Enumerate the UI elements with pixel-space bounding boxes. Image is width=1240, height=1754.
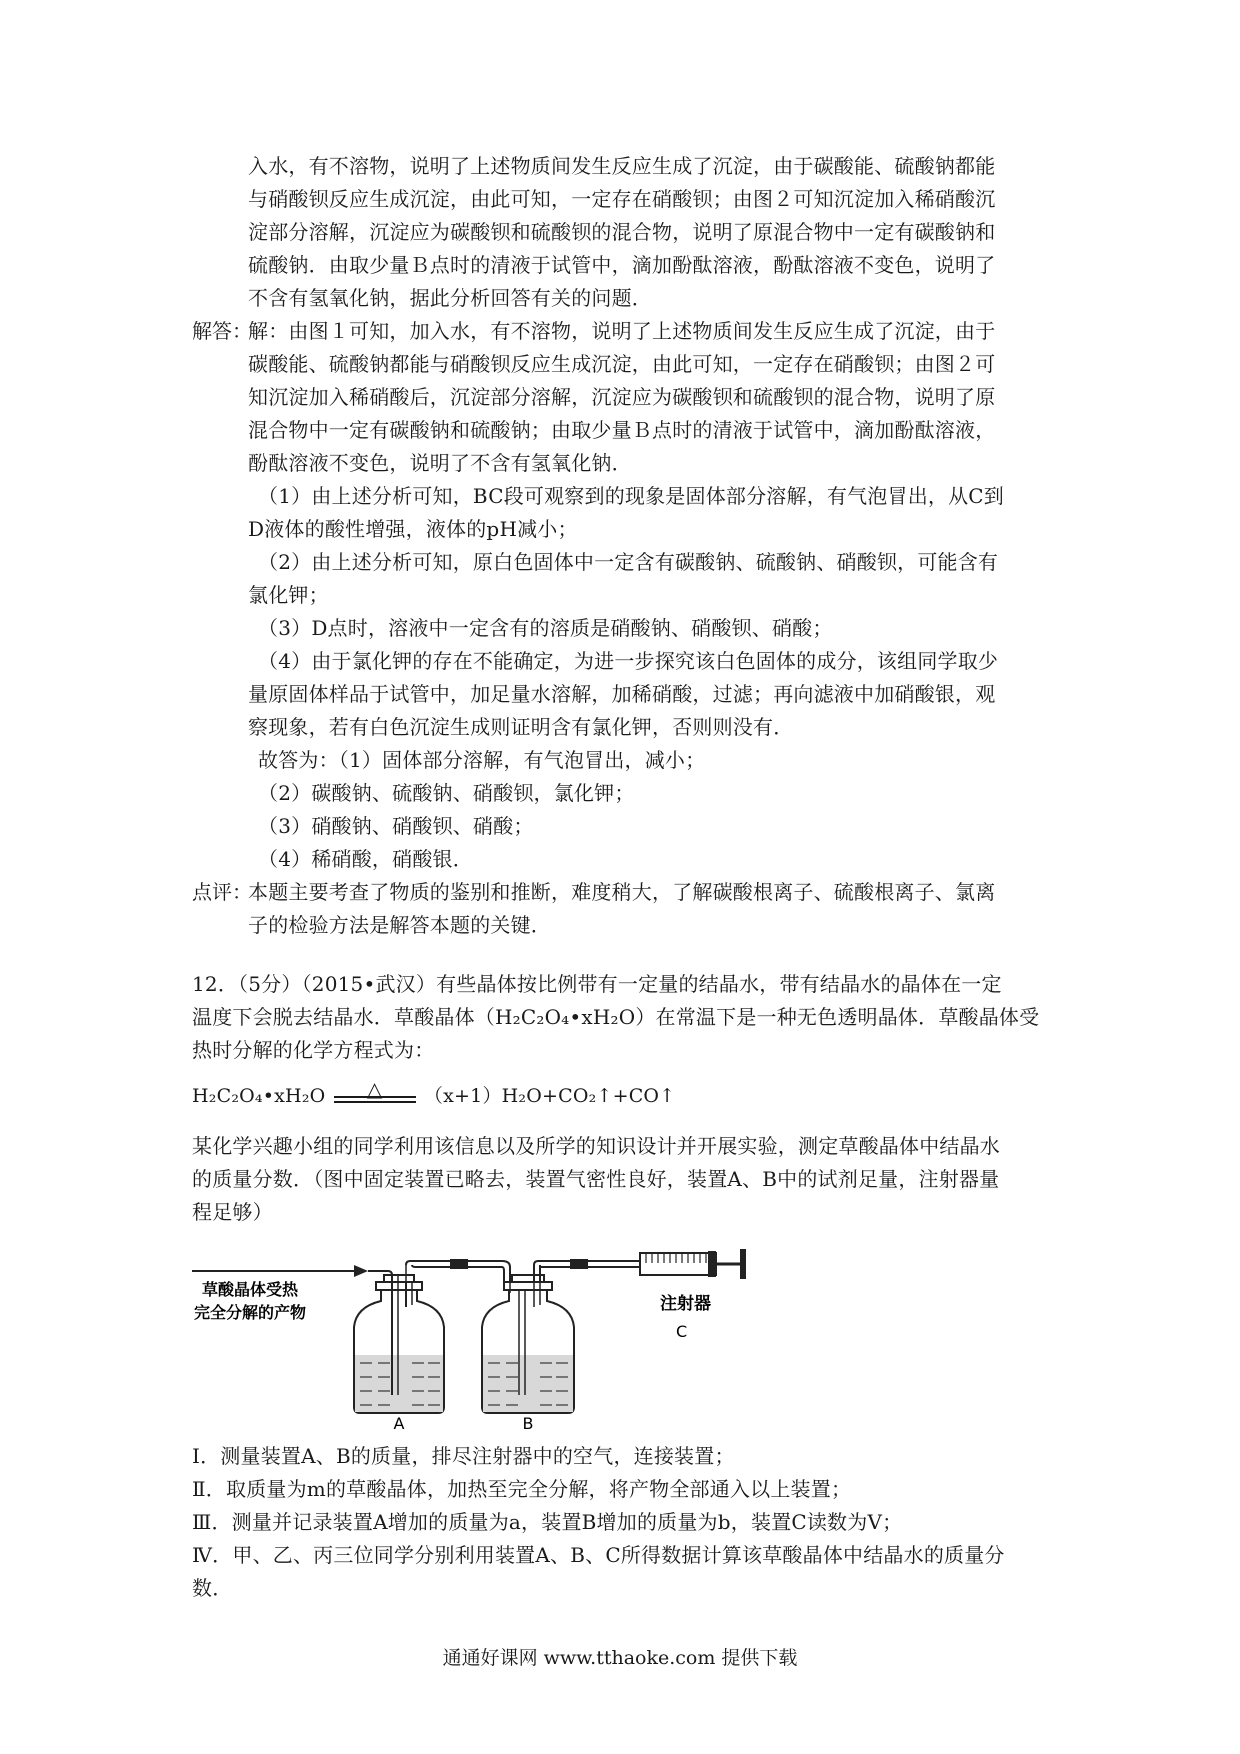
answer-sub-line: （1）由上述分析可知，BC段可观察到的现象是固体部分溶解，有气泡冒出，从C到 [258, 484, 1004, 508]
answer-sub-line: （2）由上述分析可知，原白色固体中一定含有碳酸钠、硫酸钠、硝酸钡，可能含有 [258, 550, 999, 574]
step-line: Ⅱ．取质量为m的草酸晶体，加热至完全分解，将产物全部通入以上装置； [192, 1477, 852, 1501]
heat-symbol: △ [366, 1077, 383, 1101]
comment-line: 子的检验方法是解答本题的关键． [248, 913, 551, 937]
answer-sub-line: 量原固体样品于试管中，加足量水溶解，加稀硝酸，过滤；再向滤液中加硝酸银，观 [248, 682, 996, 706]
equation-arrow [332, 1077, 418, 1107]
analysis-line: 不含有氢氧化钠，据此分析回答有关的问题． [248, 286, 652, 310]
source-label-line1: 草酸晶体受热 [201, 1280, 299, 1299]
step-line: Ⅳ．甲、乙、丙三位同学分别利用装置A、B、C所得数据计算该草酸晶体中结晶水的质量分 [192, 1543, 1005, 1567]
apparatus-diagram [188, 1235, 768, 1429]
comment-label: 点评： [192, 880, 252, 904]
answer-sub-line: D液体的酸性增强，液体的pH减小； [248, 517, 578, 541]
answer-label: 解答： [192, 319, 252, 343]
analysis-line: 硫酸钠．由取少量Ｂ点时的清液于试管中，滴加酚酞溶液，酚酞溶液不变色，说明了 [248, 253, 996, 277]
equation-left: H₂C₂O₄•xH₂O [192, 1085, 326, 1107]
question-line: 热时分解的化学方程式为： [192, 1038, 435, 1062]
source-label-line2: 完全分解的产物 [193, 1303, 307, 1322]
step-line: Ⅰ．测量装置A、B的质量，排尽注射器中的空气，连接装置； [192, 1444, 735, 1468]
bottle-a [354, 1261, 444, 1413]
question-line: 12．（5分）（2015•武汉）有些晶体按比例带有一定量的结晶水，带有结晶水的晶体在一定 [192, 972, 1002, 996]
equation-right: （x+1）H₂O+CO₂↑+CO↑ [423, 1085, 676, 1107]
page-footer: 通通好课网 www.tthaoke.com 提供下载 [442, 1647, 798, 1669]
answer-line: 混合物中一定有碳酸钠和硫酸钠；由取少量Ｂ点时的清液于试管中，滴加酚酞溶液， [248, 418, 996, 442]
syringe-label: 注射器 [660, 1294, 711, 1314]
syringe-c [640, 1249, 746, 1279]
answer-line: 碳酸能、硫酸钠都能与硝酸钡反应生成沉淀，由此可知，一定存在硝酸钡；由图２可 [248, 352, 996, 376]
question-line: 程足够） [192, 1200, 273, 1224]
answer-sub-line: （3）硝酸钠、硝酸钡、硝酸； [258, 814, 534, 838]
step-line: Ⅲ．测量并记录装置A增加的质量为a，装置B增加的质量为b，装置C读数为V； [192, 1510, 903, 1534]
answer-sub-line: （2）碳酸钠、硫酸钠、硝酸钡，氯化钾； [258, 781, 635, 805]
answer-line: 知沉淀加入稀硝酸后，沉淀部分溶解，沉淀应为碳酸钡和硫酸钡的混合物，说明了原 [248, 385, 996, 409]
answer-sub-line: （4）由于氯化钾的存在不能确定，为进一步探究该白色固体的成分，该组同学取少 [258, 649, 999, 673]
analysis-line: 与硝酸钡反应生成沉淀，由此可知，一定存在硝酸钡；由图２可知沉淀加入稀硝酸沉 [248, 187, 996, 211]
answer-sub-line: （4）稀硝酸，硝酸银． [258, 847, 473, 871]
input-arrow [192, 1265, 368, 1277]
answer-line: 解：由图１可知，加入水，有不溶物，说明了上述物质间发生反应生成了沉淀，由于 [248, 319, 996, 343]
bottle-b-label: B [522, 1414, 534, 1429]
question-line: 某化学兴趣小组的同学利用该信息以及所学的知识设计并开展实验，测定草酸晶体中结晶水 [192, 1134, 1000, 1158]
question-line: 温度下会脱去结晶水．草酸晶体（H₂C₂O₄•xH₂O）在常温下是一种无色透明晶体．草酸晶体受 [192, 1005, 1040, 1029]
step-line: 数． [192, 1576, 233, 1600]
answer-line: 酚酞溶液不变色，说明了不含有氢氧化钠． [248, 451, 632, 475]
answer-sub-line: （3）D点时，溶液中一定含有的溶质是硝酸钠、硝酸钡、硝酸； [258, 616, 833, 640]
equation [192, 1077, 676, 1112]
answer-sub-line: 故答为：（1）固体部分溶解，有气泡冒出，减小； [258, 748, 706, 772]
bottle-b [482, 1261, 608, 1413]
answer-sub-line: 察现象，若有白色沉淀生成则证明含有氯化钾，否则则没有． [248, 715, 794, 739]
connector-ab [428, 1259, 510, 1283]
comment-line: 本题主要考查了物质的鉴别和推断，难度稍大，了解碳酸根离子、硫酸根离子、氯离 [248, 880, 996, 904]
syringe-letter: C [676, 1322, 688, 1341]
analysis-line: 入水，有不溶物，说明了上述物质间发生反应生成了沉淀，由于碳酸能、硫酸钠都能 [248, 154, 996, 178]
bottle-a-label: A [393, 1414, 405, 1429]
analysis-line: 淀部分溶解，沉淀应为碳酸钡和硫酸钡的混合物，说明了原混合物中一定有碳酸钠和 [248, 220, 996, 244]
question-line: 的质量分数．（图中固定装置已略去，装置气密性良好，装置A、B中的试剂足量，注射器量 [192, 1167, 1000, 1191]
answer-sub-line: 氯化钾； [248, 583, 329, 607]
